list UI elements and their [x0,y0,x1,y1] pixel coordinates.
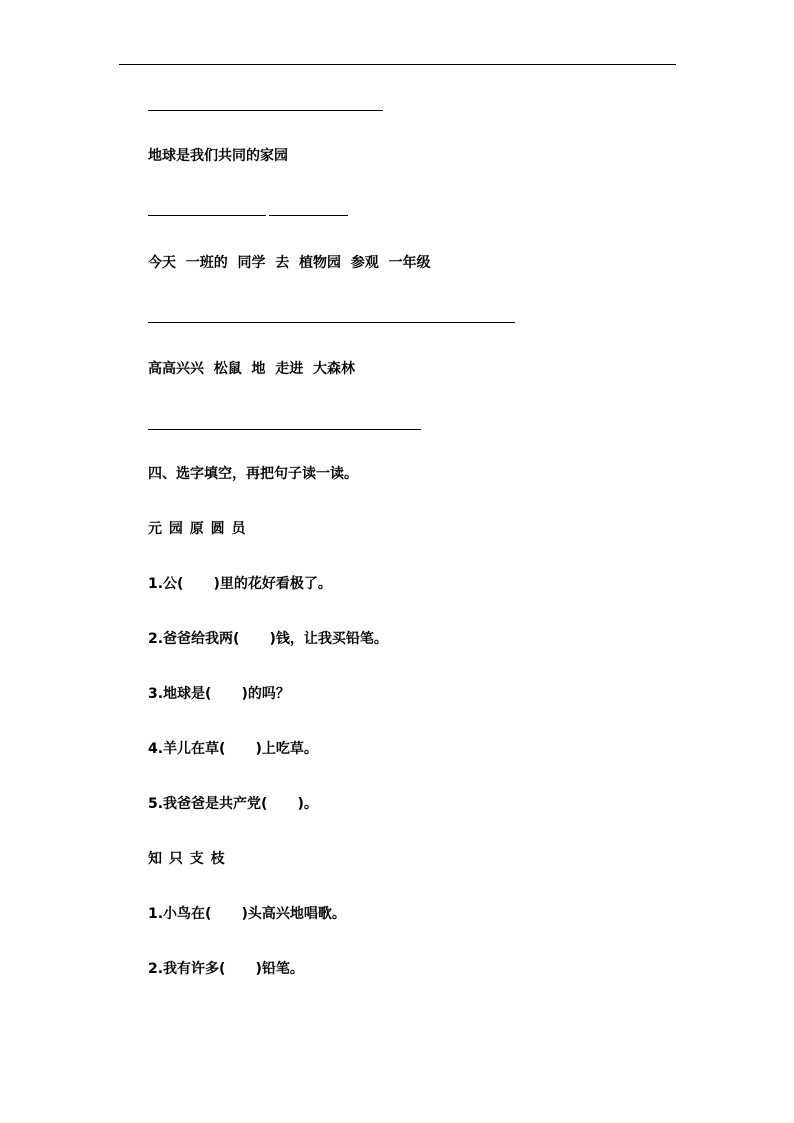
sentence-1: 地球是我们共同的家园 [148,148,288,164]
fill-item-1-3 [148,685,290,703]
answer-blank-2b[interactable] [269,215,348,216]
fill-item-text: 1.小鸟在( [148,906,212,922]
fill-item-2-2 [148,960,304,978]
fill-item-text: )头高兴地唱歌。 [241,906,346,922]
fill-item-text: 3.地球是( [148,686,212,702]
fill-item-text: 5.我爸爸是共产党( [148,796,268,812]
answer-blank-2a[interactable] [148,215,266,216]
word-order-2: 高高兴兴 松鼠 地 走进 大森林 [148,361,355,377]
fill-item-text: )钱，让我买铅笔。 [269,631,388,647]
char-options-2: 知 只 支 枝 [148,851,226,867]
fill-item-text: 4.羊儿在草( [148,741,226,757]
fill-item-1-1 [148,575,332,593]
fill-item-text: 2.我有许多( [148,961,226,977]
char-options-1: 元 园 原 圆 员 [148,521,247,537]
fill-item-2-1 [148,905,346,923]
header-rule [119,64,676,65]
fill-item-text: )铅笔。 [255,961,304,977]
answer-blank-3[interactable] [148,322,515,323]
word-order-1: 今天 一班的 同学 去 植物园 参观 一年级 [148,255,431,271]
fill-item-text: )上吃草。 [255,741,318,757]
answer-blank-1[interactable] [148,110,383,111]
section-4-title: 四、选字填空，再把句子读一读。 [148,466,358,482]
fill-item-text: )。 [297,796,318,812]
fill-item-1-4 [148,740,318,758]
fill-item-text: )里的花好看极了。 [213,576,332,592]
fill-item-1-2 [148,630,388,648]
fill-item-text: 2.爸爸给我两( [148,631,240,647]
fill-item-text: 1.公( [148,576,184,592]
fill-item-text: )的吗？ [241,686,290,702]
answer-blank-4[interactable] [148,429,421,430]
fill-item-1-5 [148,795,318,813]
